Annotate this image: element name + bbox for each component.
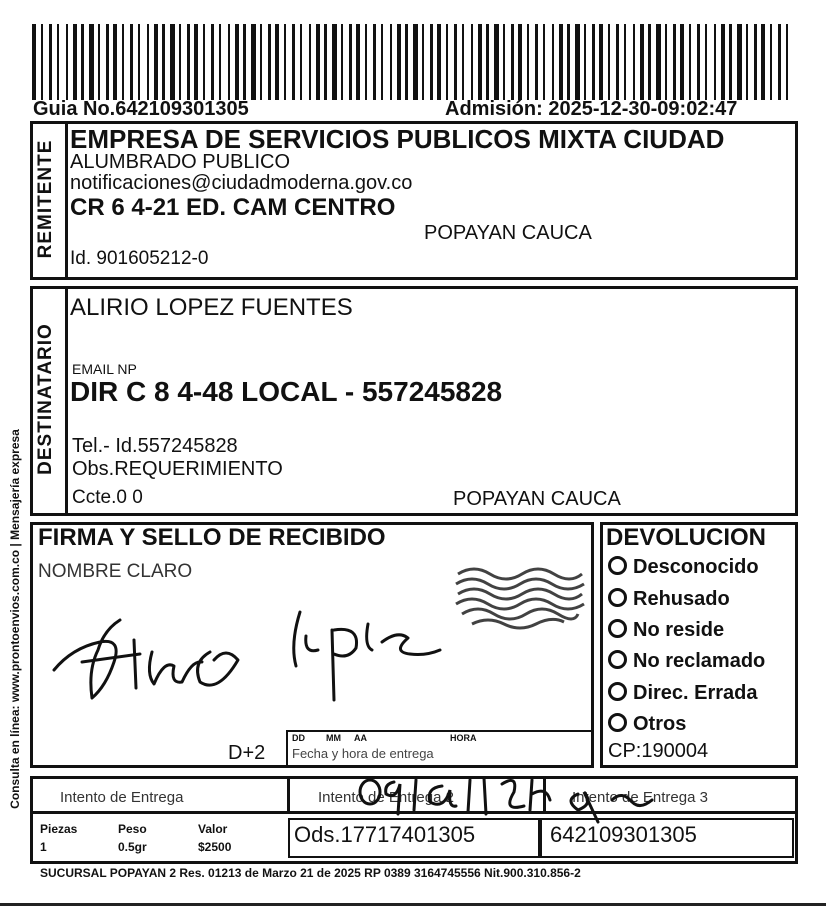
barcode-bar [714,24,716,100]
barcode-bar [300,24,302,100]
barcode-bar [648,24,651,100]
bottom-edge [0,903,826,906]
destinatario-obs: Obs.REQUERIMIENTO [72,458,283,480]
nombre-claro-label: NOMBRE CLARO [38,561,193,582]
circle-icon [608,556,627,575]
barcode-bar [721,24,725,100]
barcode-bar [390,24,392,100]
barcode-bar [462,24,464,100]
barcode-bar [243,24,246,100]
barcode-bar [486,24,489,100]
barcode-bar [559,24,563,100]
barcode-bar [511,24,514,100]
barcode-bar [575,24,580,100]
remitente-ciudad: POPAYAN CAUCA [424,222,592,244]
barcode-bar [81,24,84,100]
firma-title: FIRMA Y SELLO DE RECIBIDO [38,524,386,551]
barcode-bar [324,24,327,100]
destinatario-label: DESTINATARIO [35,323,56,475]
admission-timestamp: Admisión: 2025-12-30-09:02:47 [445,98,738,120]
circle-icon [608,650,627,669]
barcode-bar [66,24,68,100]
barcode-bar [284,24,286,100]
barcode-bar [170,24,175,100]
intento-2: Intento de Entrega 2 [318,789,454,806]
barcode-bar [32,24,36,100]
barcode-bar [356,24,360,100]
hora-label: HORA [450,733,477,743]
barcode-bar [680,24,684,100]
barcode-bar [552,24,554,100]
barcode-bar [705,24,707,100]
barcode-bar [778,24,781,100]
barcode-bar [130,24,133,100]
barcode-bar [478,24,482,100]
barcode-bar [57,24,59,100]
barcode-bar [584,24,586,100]
barcode-bar [147,24,149,100]
barcode-bar [567,24,570,100]
barcode-bar [503,24,505,100]
barcode-bar [608,24,610,100]
barcode-bar [154,24,158,100]
mm-label: MM [326,733,341,743]
piezas-label: Piezas [40,822,78,836]
valor-value: $2500 [198,840,232,854]
fecha-entrega-label: Fecha y hora de entrega [292,746,434,761]
barcode-bar [122,24,124,100]
destinatario-nombre: ALIRIO LOPEZ FUENTES [70,294,353,321]
aa-label: AA [354,733,367,743]
barcode-bar [397,24,401,100]
valor-label: Valor [198,822,228,836]
barcode-bar [494,24,499,100]
peso-value: 0.5gr [118,840,147,854]
barcode-bar [737,24,742,100]
piezas-value: 1 [40,840,47,854]
barcode-bar [316,24,320,100]
barcode-bar [405,24,408,100]
barcode-bar [138,24,140,100]
barcode-bar [446,24,448,100]
barcode-bar [187,24,190,100]
barcode-bar [309,24,311,100]
barcode-bar [211,24,214,100]
barcode-bar [373,24,376,100]
barcode-bar [616,24,619,100]
side-website-text: Consulta en línea: www.prontoenvios.com.co | Mensajería expresa [8,429,22,809]
barcode-bar [413,24,418,100]
barcode-bar [179,24,181,100]
barcode-bar [624,24,626,100]
remitente-label: REMITENTE [35,139,56,259]
barcode-bar [260,24,262,100]
destinatario-ciudad: POPAYAN CAUCA [453,488,621,510]
barcode-bar [113,24,117,100]
barcode-bar [535,24,538,100]
dd-label: DD [292,733,305,743]
option-no-reside: No reside [608,619,724,642]
barcode-bar [640,24,644,100]
barcode-bar [203,24,205,100]
remitente-empresa: EMPRESA DE SERVICIOS PUBLICOS MIXTA CIUDAD [70,124,725,154]
barcode-bar [527,24,529,100]
barcode-bar [697,24,700,100]
barcode-bar [729,24,732,100]
barcode-bar [454,24,457,100]
barcode-bar [251,24,256,100]
option-no-reclamado: No reclamado [608,650,765,673]
barcode-bar [689,24,691,100]
barcode-bar [228,24,230,100]
destinatario-email: EMAIL NP [72,361,137,377]
remitente-email: notificaciones@ciudadmoderna.gov.co [70,172,413,194]
barcode-bar [592,24,595,100]
barcode-bar [761,24,765,100]
barcode-bar [471,24,473,100]
circle-icon [608,619,627,638]
intento-1: Intento de Entrega [60,789,184,806]
footer-text: SUCURSAL POPAYAN 2 Res. 01213 de Marzo 21 de 2025 RP 0389 3164745556 Nit.900.310.856-2 [40,866,581,880]
option-desconocido: Desconocido [608,556,759,579]
destinatario-tel: Tel.- Id.557245828 [72,435,238,457]
barcode-bar [656,24,661,100]
barcode-bar [437,24,441,100]
guia-number: Guia No.642109301305 [33,98,249,120]
barcode-bar [673,24,676,100]
option-direc-errada: Direc. Errada [608,682,758,705]
dias-label: D+2 [228,742,266,764]
barcode-bar [235,24,239,100]
barcode-bar [754,24,757,100]
codigo-postal: CP:190004 [608,740,709,762]
destinatario-direccion: DIR C 8 4-48 LOCAL - 557245828 [70,376,503,407]
barcode-bar [341,24,343,100]
barcode-bar [162,24,165,100]
remitente-id: Id. 901605212-0 [70,248,209,269]
peso-label: Peso [118,822,147,836]
barcode-bar [422,24,424,100]
barcode-bar [275,24,279,100]
barcode-bar [599,24,603,100]
remitente-direccion: CR 6 4-21 ED. CAM CENTRO [70,194,396,221]
circle-icon [608,588,627,607]
barcode-bar [73,24,77,100]
barcode-bar [543,24,545,100]
barcode-bar [194,24,198,100]
option-rehusado: Rehusado [608,588,730,611]
destinatario-ccte: Ccte.0 0 [72,487,143,508]
stamp-smudge [454,562,586,632]
circle-icon [608,713,627,732]
circle-icon [608,682,627,701]
barcode-bar [219,24,221,100]
barcode-bar [518,24,522,100]
barcode-bar [430,24,433,100]
barcode-bar [746,24,748,100]
guia-number-bottom: 642109301305 [550,822,697,847]
barcode-bar [89,24,94,100]
barcode-bar [106,24,109,100]
option-otros: Otros [608,713,686,736]
barcode-bar [365,24,367,100]
barcode [32,24,794,100]
ods-number: Ods.17717401305 [294,822,476,847]
barcode-bar [381,24,383,100]
barcode-bar [786,24,788,100]
barcode-bar [292,24,295,100]
barcode-bar [268,24,271,100]
barcode-bar [349,24,352,100]
remitente-area: ALUMBRADO PUBLICO [70,151,291,173]
signature [42,590,452,710]
barcode-bar [98,24,100,100]
barcode-bar [41,24,43,100]
devolucion-title: DEVOLUCION [606,524,767,551]
intento-3: Intento de Entrega 3 [572,789,708,806]
barcode-bar [332,24,337,100]
barcode-bar [770,24,772,100]
barcode-bar [633,24,635,100]
barcode-bar [49,24,52,100]
barcode-bar [665,24,667,100]
